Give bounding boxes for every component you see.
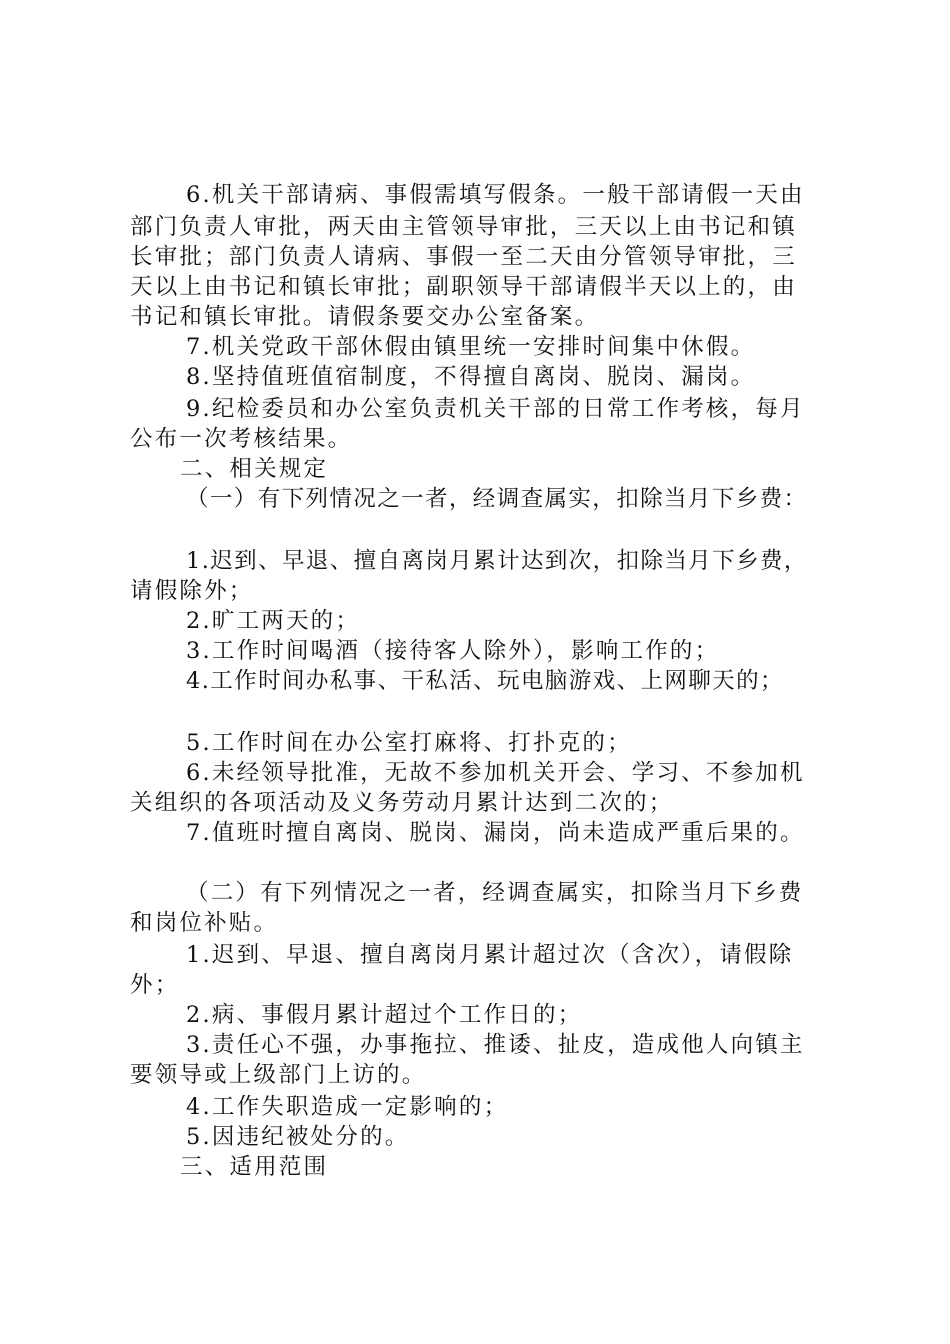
section-heading-2: 二、相关规定 [180,456,329,482]
paragraph-6-line-4: 天以上由书记和镇长审批；副职领导干部请假半天以上的，由 [130,274,797,300]
rule-2-3-line-2: 要领导或上级部门上访的。 [130,1062,427,1088]
rule-1-6-line-1: 6.未经领导批准，无故不参加机关开会、学习、不参加机 [186,760,805,786]
subsection-2-heading-line-1: （二）有下列情况之一者，经调查属实，扣除当月下乡费 [186,880,804,906]
rule-1-4: 4.工作时间办私事、干私活、玩电脑游戏、上网聊天的； [186,668,784,694]
subsection-1-heading: （一）有下列情况之一者，经调查属实，扣除当月下乡费： [186,486,808,512]
rule-1-7: 7.值班时擅自离岗、脱岗、漏岗，尚未造成严重后果的。 [186,820,805,846]
rule-2-4: 4.工作失职造成一定影响的； [186,1094,509,1120]
paragraph-9-line-2: 公布一次考核结果。 [130,426,353,452]
rule-2-1-line-1: 1.迟到、早退、擅自离岗月累计超过次（含次），请假除 [186,942,794,968]
paragraph-9-line-1: 9.纪检委员和办公室负责机关干部的日常工作考核，每月 [186,396,805,422]
rule-2-5: 5.因违纪被处分的。 [186,1124,410,1150]
paragraph-8: 8.坚持值班值宿制度，不得擅自离岗、脱岗、漏岗。 [186,364,756,390]
paragraph-6-line-3: 长审批；部门负责人请病、事假一至二天由分管领导审批，三 [130,244,797,270]
rule-2-2: 2.病、事假月累计超过个工作日的； [186,1002,583,1028]
rule-1-1-line-1: 1.迟到、早退、擅自离岗月累计达到次，扣除当月下乡费， [186,548,808,574]
paragraph-6-line-5: 书记和镇长审批。请假条要交办公室备案。 [130,304,600,330]
rule-1-2: 2.旷工两天的； [186,608,361,634]
rule-2-3-line-1: 3.责任心不强，办事拖拉、推诿、扯皮，造成他人向镇主 [186,1032,805,1058]
rule-1-3: 3.工作时间喝酒（接待客人除外），影响工作的； [186,638,720,664]
rule-1-1-line-2: 请假除外； [130,578,254,604]
paragraph-6-line-2: 部门负责人审批，两天由主管领导审批，三天以上由书记和镇 [130,214,797,240]
rule-1-5: 5.工作时间在办公室打麻将、打扑克的； [186,730,632,756]
paragraph-6-line-1: 6.机关干部请病、事假需填写假条。一般干部请假一天由 [186,182,805,208]
subsection-2-heading-line-2: 和岗位补贴。 [130,910,279,936]
section-heading-3: 三、适用范围 [180,1154,329,1180]
paragraph-7: 7.机关党政干部休假由镇里统一安排时间集中休假。 [186,334,756,360]
rule-1-6-line-2: 关组织的各项活动及义务劳动月累计达到二次的； [130,790,674,816]
rule-2-1-line-2: 外； [130,972,180,998]
